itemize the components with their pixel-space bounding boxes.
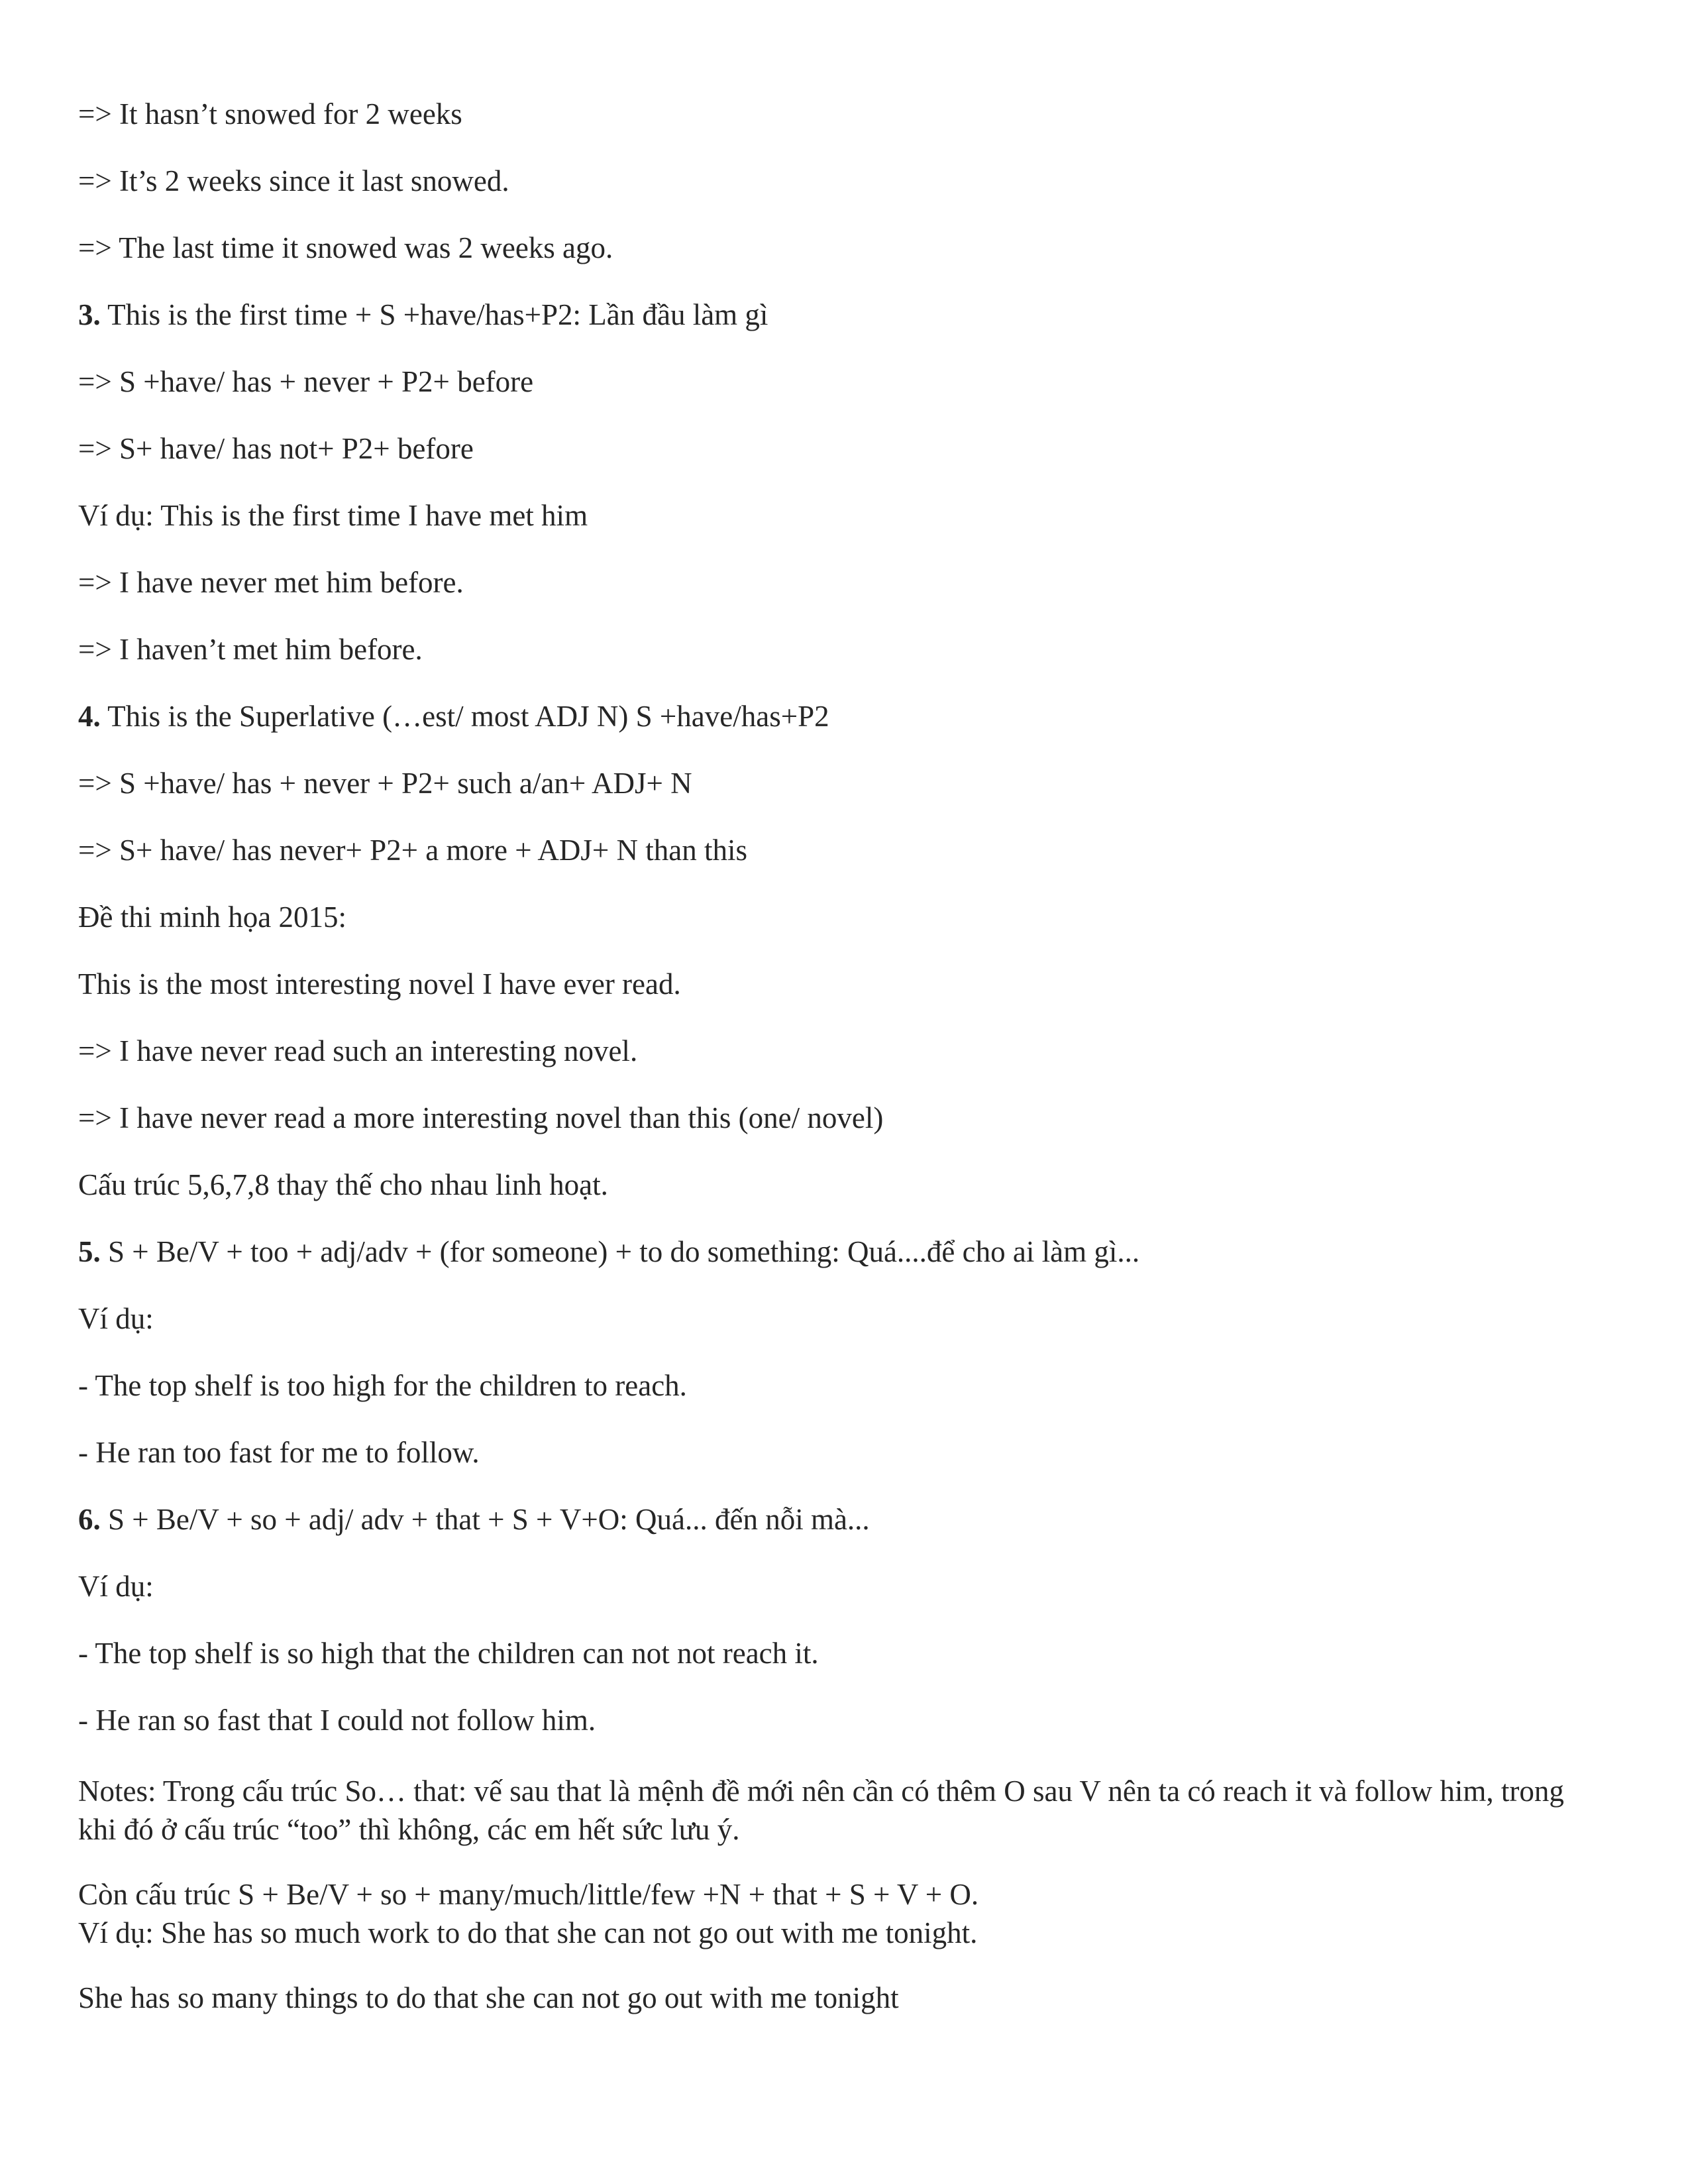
text-line: => S+ have/ has never+ P2+ a more + ADJ+ N than this (78, 834, 748, 867)
structure-example-line: Ví dụ: She has so much work to do that she can not go out with me tonight. (78, 1916, 978, 1949)
section-heading-6: 6. S + Be/V + so + adj/ adv + that + S + V+O: Quá... đến nỗi mà... (78, 1503, 870, 1536)
text-line: => I have never read such an interesting novel. (78, 1034, 638, 1067)
text-line: => S +have/ has + never + P2+ before (78, 365, 534, 398)
example-label: Ví dụ: (78, 1570, 154, 1603)
example-label: Ví dụ: (78, 1302, 154, 1335)
text-line: => S +have/ has + never + P2+ such a/an+ ADJ+ N (78, 767, 692, 800)
structure-line: Còn cấu trúc S + Be/V + so + many/much/little/few +N + that + S + V + O. (78, 1878, 979, 1911)
text-line: => S+ have/ has not+ P2+ before (78, 432, 474, 465)
text-line: => It’s 2 weeks since it last snowed. (78, 164, 509, 197)
text-line: => I have never read a more interesting novel than this (one/ novel) (78, 1101, 884, 1134)
text-line: => It hasn’t snowed for 2 weeks (78, 97, 462, 131)
section-heading-4: 4. This is the Superlative (…est/ most ADJ N) S +have/has+P2 (78, 700, 829, 733)
section-heading-5: 5. S + Be/V + too + adj/adv + (for someone) + to do something: Quá....để cho ai làm gì... (78, 1235, 1140, 1268)
section-heading-3: 3. This is the first time + S +have/has+P2: Lần đầu làm gì (78, 298, 768, 331)
notes-paragraph: Notes: Trong cấu trúc So… that: vế sau that là mệnh đề mới nên cần có thêm O sau V nên ta có reach it và follow him, trong khi đó ở cấu trúc “too” thì không, các em hết sức lưu ý. (78, 1774, 1564, 1846)
structure-paragraph (78, 1875, 1602, 1952)
text-line: Cấu trúc 5,6,7,8 thay thế cho nhau linh hoạt. (78, 1168, 608, 1201)
text-line: => I haven’t met him before. (78, 633, 423, 666)
example-line: Ví dụ: This is the first time I have met him (78, 499, 588, 532)
example-line: - He ran too fast for me to follow. (78, 1436, 480, 1469)
example-line: - He ran so fast that I could not follow him. (78, 1704, 596, 1737)
document-page (78, 99, 1602, 2017)
example-line: - The top shelf is too high for the children to reach. (78, 1369, 687, 1402)
text-line: Đề thi minh họa 2015: (78, 901, 346, 934)
final-example-line: She has so many things to do that she can not go out with me tonight (78, 1981, 899, 2014)
text-line: => I have never met him before. (78, 566, 464, 599)
example-line: - The top shelf is so high that the children can not not reach it. (78, 1637, 819, 1670)
text-line: => The last time it snowed was 2 weeks ago. (78, 231, 613, 264)
text-line: This is the most interesting novel I have ever read. (78, 967, 681, 1001)
